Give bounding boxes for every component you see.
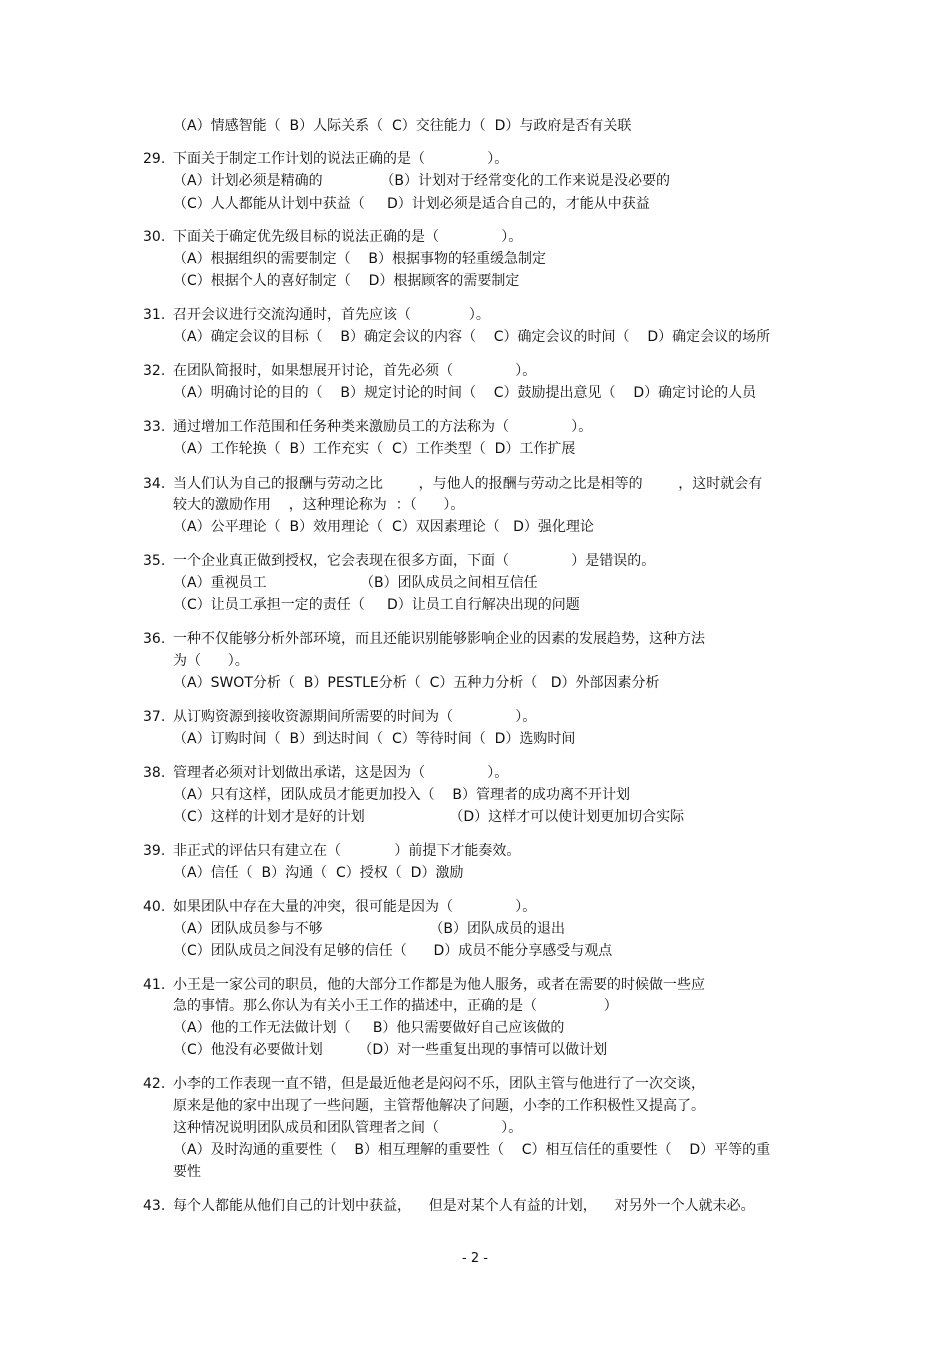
question-text: 一个企业真正做到授权，它会表现在很多方面，下面（ ）是错误的。 (173, 553, 656, 569)
option-line: （A）信任（ B）沟通（ C）授权（ D）激励 (173, 865, 464, 881)
option-line: （A）根据组织的需要制定（ B）根据事物的轻重缓急制定 (173, 251, 546, 267)
question-line (143, 1075, 705, 1093)
question-number: 35. (143, 553, 166, 569)
option-line: （A）SWOT分析（ B）PESTLE分析（ C）五种力分析（ D）外部因素分析 (173, 675, 660, 691)
option-line: 要性 (173, 1164, 201, 1180)
option-line: （A）只有这样，团队成员才能更加投入（ B）管理者的成功离不开计划 (173, 787, 630, 803)
question-line (143, 898, 536, 916)
page-number: - 2 - (462, 1251, 488, 1266)
question-line (143, 842, 520, 860)
question-number: 43. (143, 1198, 166, 1214)
question-line (143, 418, 592, 436)
question-continuation: 为（ ）。 (173, 653, 249, 669)
question-line (143, 475, 762, 493)
question-number: 32. (143, 363, 166, 379)
option-line: （A）订购时间（ B）到达时间（ C）等待时间（ D）选购时间 (173, 731, 576, 747)
question-text: 小李的工作表现一直不错，但是最近他老是闷闷不乐，团队主管与他进行了一次交谈， (173, 1076, 705, 1092)
question-line (143, 708, 536, 726)
option-line: （C）他没有必要做计划 （D）对一些重复出现的事情可以做计划 (173, 1042, 608, 1058)
option-line: （A）及时沟通的重要性（ B）相互理解的重要性（ C）相互信任的重要性（ D）平等的重 (173, 1142, 771, 1158)
question-number: 38. (143, 765, 166, 781)
question-continuation: 这种情况说明团队成员和团队管理者之间（ ）。 (173, 1120, 523, 1136)
question-number: 34. (143, 476, 166, 492)
question-number: 30. (143, 229, 166, 245)
question-line (143, 976, 705, 994)
option-line: （A）确定会议的目标（ B）确定会议的内容（ C）确定会议的时间（ D）确定会议的场所 (173, 329, 771, 345)
option-line: （C）让员工承担一定的责任（ D）让员工自行解决出现的问题 (173, 597, 580, 613)
question-text: 下面关于确定优先级目标的说法正确的是（ ）。 (173, 229, 523, 245)
question-text: 一种不仅能够分析外部环境，而且还能识别能够影响企业的因素的发展趋势，这种方法 (173, 631, 705, 647)
question-text: 小王是一家公司的职员，他的大部分工作都是为他人服务，或者在需要的时候做一些应 (173, 977, 705, 993)
option-line: （C）这样的计划才是好的计划 （D）这样才可以使计划更加切合实际 (173, 809, 685, 825)
question-number: 40. (143, 899, 166, 915)
question-number: 31. (143, 307, 166, 323)
option-line: （C）团队成员之间没有足够的信任（ D）成员不能分享感受与观点 (173, 943, 613, 959)
question-line (143, 1197, 755, 1215)
question-text: 从订购资源到接收资源期间所需要的时间为（ ）。 (173, 709, 537, 725)
option-line: （A）计划必须是精确的 （B）计划对于经常变化的工作来说是没必要的 (173, 173, 671, 189)
question-text: 每个人都能从他们自己的计划中获益， 但是对某个人有益的计划， 对另外一个人就未必。 (173, 1198, 755, 1214)
question-line (143, 306, 490, 324)
question-line (143, 150, 508, 168)
question-line (143, 228, 522, 246)
question-line (143, 630, 705, 648)
question-number: 37. (143, 709, 166, 725)
question-text: 当人们认为自己的报酬与劳动之比 ，与他人的报酬与劳动之比是相等的 ，这时就会有 (173, 476, 763, 492)
option-line: （A）公平理论（ B）效用理论（ C）双因素理论（ D）强化理论 (173, 519, 594, 535)
question-continuation: 急的事情。那么你认为有关小王工作的描述中，正确的是（ ） (173, 998, 618, 1014)
question-text: 管理者必须对计划做出承诺，这是因为（ ）。 (173, 765, 509, 781)
option-line: （A）团队成员参与不够 （B）团队成员的退出 (173, 921, 565, 937)
option-line: （A）工作轮换（ B）工作充实（ C）工作类型（ D）工作扩展 (173, 441, 576, 457)
question-number: 33. (143, 419, 166, 435)
question-text: 召开会议进行交流沟通时，首先应该（ ）。 (173, 307, 490, 323)
option-line: （A）明确讨论的目的（ B）规定讨论的时间（ C）鼓励提出意见（ D）确定讨论的人员 (173, 385, 757, 401)
question-line (143, 362, 536, 380)
question-text: 通过增加工作范围和任务种类来激励员工的方法称为（ ）。 (173, 419, 593, 435)
question-number: 36. (143, 631, 166, 647)
question-continuation: 较大的激励作用 ，这种理论称为 ：（ ）。 (173, 497, 465, 513)
question-number: 29. (143, 151, 166, 167)
question-text: 下面关于制定工作计划的说法正确的是（ ）。 (173, 151, 509, 167)
option-line: （A）重视员工 （B）团队成员之间相互信任 (173, 575, 538, 591)
option-line: （C）人人都能从计划中获益（ D）计划必须是适合自己的，才能从中获益 (173, 196, 650, 212)
question-number: 41. (143, 977, 166, 993)
question-text: 如果团队中存在大量的冲突，很可能是因为（ ）。 (173, 899, 537, 915)
question-continuation: 原来是他的家中出现了一些问题，主管帮他解决了问题，小李的工作积极性又提高了。 (173, 1098, 705, 1114)
option-line: （A）情感智能（ B）人际关系（ C）交往能力（ D）与政府是否有关联 (173, 118, 632, 134)
option-line: （A）他的工作无法做计划（ B）他只需要做好自己应该做的 (173, 1020, 565, 1036)
option-line: （C）根据个人的喜好制定（ D）根据顾客的需要制定 (173, 273, 520, 289)
question-line (143, 764, 508, 782)
question-number: 42. (143, 1076, 166, 1092)
question-text: 非正式的评估只有建立在（ ）前提下才能奏效。 (173, 843, 521, 859)
question-number: 39. (143, 843, 166, 859)
question-text: 在团队简报时，如果想展开讨论，首先必须（ ）。 (173, 363, 537, 379)
question-line (143, 552, 655, 570)
